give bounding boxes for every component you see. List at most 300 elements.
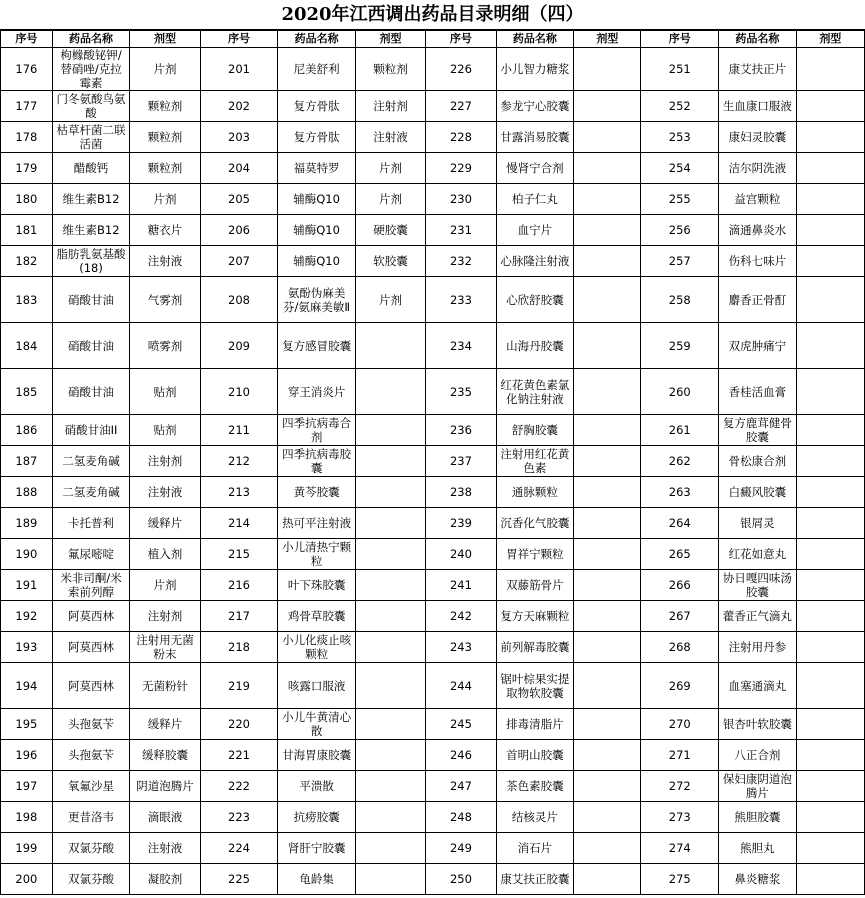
drug-name-cell: 硝酸甘油 bbox=[52, 277, 130, 323]
dosage-form-cell bbox=[574, 570, 641, 601]
dosage-form-cell bbox=[796, 477, 864, 508]
dosage-form-cell: 注射液 bbox=[130, 477, 200, 508]
serial-cell: 206 bbox=[200, 215, 278, 246]
drug-name-cell: 鸡骨草胶囊 bbox=[278, 601, 356, 632]
dosage-form-cell bbox=[574, 246, 641, 277]
serial-cell: 256 bbox=[641, 215, 719, 246]
serial-cell: 251 bbox=[641, 48, 719, 91]
drug-name-cell: 红花如意丸 bbox=[719, 539, 797, 570]
serial-cell: 209 bbox=[200, 323, 278, 369]
serial-cell: 200 bbox=[1, 864, 53, 895]
drug-name-cell: 维生素B12 bbox=[52, 184, 130, 215]
table-row bbox=[1, 833, 865, 864]
drug-name-cell: 双氯芬酸 bbox=[52, 833, 130, 864]
dosage-form-cell: 凝胶剂 bbox=[130, 864, 200, 895]
dosage-form-cell: 注射液 bbox=[130, 246, 200, 277]
drug-name-cell: 小儿化痰止咳颗粒 bbox=[278, 632, 356, 663]
serial-cell: 202 bbox=[200, 91, 278, 122]
serial-cell: 208 bbox=[200, 277, 278, 323]
dosage-form-cell bbox=[796, 184, 864, 215]
table-row bbox=[1, 446, 865, 477]
serial-cell: 228 bbox=[426, 122, 496, 153]
dosage-form-cell: 片剂 bbox=[130, 570, 200, 601]
serial-cell: 219 bbox=[200, 663, 278, 709]
drug-name-cell: 脂肪乳氨基酸(18) bbox=[52, 246, 130, 277]
drug-name-cell: 黄芩胶囊 bbox=[278, 477, 356, 508]
serial-cell: 275 bbox=[641, 864, 719, 895]
table-row bbox=[1, 91, 865, 122]
serial-cell: 268 bbox=[641, 632, 719, 663]
drug-name-cell: 硝酸甘油II bbox=[52, 415, 130, 446]
drug-name-cell: 更昔洛韦 bbox=[52, 802, 130, 833]
dosage-form-cell: 注射剂 bbox=[130, 446, 200, 477]
serial-cell: 264 bbox=[641, 508, 719, 539]
drug-name-cell: 穿王消炎片 bbox=[278, 369, 356, 415]
column-header: 药品名称 bbox=[496, 31, 574, 48]
table-row bbox=[1, 153, 865, 184]
dosage-form-cell: 软胶囊 bbox=[355, 246, 425, 277]
dosage-form-cell bbox=[355, 663, 425, 709]
serial-cell: 249 bbox=[426, 833, 496, 864]
drug-name-cell: 滴通鼻炎水 bbox=[719, 215, 797, 246]
dosage-form-cell: 缓释胶囊 bbox=[130, 740, 200, 771]
serial-cell: 263 bbox=[641, 477, 719, 508]
dosage-form-cell bbox=[355, 833, 425, 864]
dosage-form-cell bbox=[796, 632, 864, 663]
dosage-form-cell bbox=[796, 740, 864, 771]
serial-cell: 245 bbox=[426, 709, 496, 740]
drug-name-cell: 辅酶Q10 bbox=[278, 184, 356, 215]
dosage-form-cell bbox=[574, 153, 641, 184]
table-row bbox=[1, 246, 865, 277]
dosage-form-cell bbox=[574, 477, 641, 508]
drug-name-cell: 熊胆胶囊 bbox=[719, 802, 797, 833]
drug-name-cell: 硝酸甘油 bbox=[52, 323, 130, 369]
drug-name-cell: 血塞通滴丸 bbox=[719, 663, 797, 709]
drug-name-cell: 叶下珠胶囊 bbox=[278, 570, 356, 601]
drug-name-cell: 康妇灵胶囊 bbox=[719, 122, 797, 153]
serial-cell: 239 bbox=[426, 508, 496, 539]
serial-cell: 195 bbox=[1, 709, 53, 740]
dosage-form-cell bbox=[796, 277, 864, 323]
table-row bbox=[1, 864, 865, 895]
table-row bbox=[1, 709, 865, 740]
dosage-form-cell: 缓释片 bbox=[130, 508, 200, 539]
serial-cell: 181 bbox=[1, 215, 53, 246]
drug-table bbox=[0, 30, 865, 895]
dosage-form-cell: 硬胶囊 bbox=[355, 215, 425, 246]
dosage-form-cell: 气雾剂 bbox=[130, 277, 200, 323]
serial-cell: 214 bbox=[200, 508, 278, 539]
dosage-form-cell bbox=[574, 323, 641, 369]
drug-name-cell: 洁尔阴洗液 bbox=[719, 153, 797, 184]
dosage-form-cell: 片剂 bbox=[130, 184, 200, 215]
column-header: 剂型 bbox=[355, 31, 425, 48]
drug-name-cell: 热可平注射液 bbox=[278, 508, 356, 539]
dosage-form-cell: 片剂 bbox=[355, 153, 425, 184]
serial-cell: 262 bbox=[641, 446, 719, 477]
dosage-form-cell: 无菌粉针 bbox=[130, 663, 200, 709]
dosage-form-cell bbox=[355, 632, 425, 663]
serial-cell: 218 bbox=[200, 632, 278, 663]
drug-name-cell: 白癜风胶囊 bbox=[719, 477, 797, 508]
serial-cell: 197 bbox=[1, 771, 53, 802]
drug-name-cell: 辅酶Q10 bbox=[278, 246, 356, 277]
dosage-form-cell: 注射液 bbox=[355, 122, 425, 153]
dosage-form-cell: 片剂 bbox=[355, 184, 425, 215]
drug-name-cell: 复方骨肽 bbox=[278, 91, 356, 122]
dosage-form-cell bbox=[796, 864, 864, 895]
drug-name-cell: 结核灵片 bbox=[496, 802, 574, 833]
column-header: 序号 bbox=[426, 31, 496, 48]
table-row bbox=[1, 48, 865, 91]
dosage-form-cell bbox=[574, 122, 641, 153]
dosage-form-cell: 颗粒剂 bbox=[130, 153, 200, 184]
serial-cell: 243 bbox=[426, 632, 496, 663]
drug-name-cell: 胃祥宁颗粒 bbox=[496, 539, 574, 570]
dosage-form-cell: 注射用无菌粉末 bbox=[130, 632, 200, 663]
drug-name-cell: 康艾扶正胶囊 bbox=[496, 864, 574, 895]
drug-name-cell: 抗痨胶囊 bbox=[278, 802, 356, 833]
dosage-form-cell bbox=[796, 508, 864, 539]
serial-cell: 247 bbox=[426, 771, 496, 802]
column-header: 药品名称 bbox=[719, 31, 797, 48]
table-row bbox=[1, 601, 865, 632]
drug-name-cell: 消石片 bbox=[496, 833, 574, 864]
serial-cell: 198 bbox=[1, 802, 53, 833]
serial-cell: 215 bbox=[200, 539, 278, 570]
dosage-form-cell bbox=[796, 601, 864, 632]
serial-cell: 188 bbox=[1, 477, 53, 508]
serial-cell: 184 bbox=[1, 323, 53, 369]
dosage-form-cell: 贴剂 bbox=[130, 369, 200, 415]
drug-name-cell: 枯草杆菌二联活菌 bbox=[52, 122, 130, 153]
serial-cell: 271 bbox=[641, 740, 719, 771]
dosage-form-cell bbox=[355, 864, 425, 895]
dosage-form-cell bbox=[355, 446, 425, 477]
drug-name-cell: 伤科七味片 bbox=[719, 246, 797, 277]
serial-cell: 179 bbox=[1, 153, 53, 184]
dosage-form-cell bbox=[355, 369, 425, 415]
serial-cell: 242 bbox=[426, 601, 496, 632]
dosage-form-cell bbox=[355, 601, 425, 632]
drug-name-cell: 复方感冒胶囊 bbox=[278, 323, 356, 369]
table-row bbox=[1, 539, 865, 570]
dosage-form-cell bbox=[355, 570, 425, 601]
dosage-form-cell: 片剂 bbox=[130, 48, 200, 91]
dosage-form-cell bbox=[574, 864, 641, 895]
drug-name-cell: 藿香正气滴丸 bbox=[719, 601, 797, 632]
dosage-form-cell: 阴道泡腾片 bbox=[130, 771, 200, 802]
drug-name-cell: 银杏叶软胶囊 bbox=[719, 709, 797, 740]
drug-name-cell: 二氢麦角碱 bbox=[52, 477, 130, 508]
dosage-form-cell bbox=[574, 508, 641, 539]
serial-cell: 259 bbox=[641, 323, 719, 369]
serial-cell: 187 bbox=[1, 446, 53, 477]
drug-name-cell: 沉香化气胶囊 bbox=[496, 508, 574, 539]
drug-name-cell: 益宫颗粒 bbox=[719, 184, 797, 215]
serial-cell: 226 bbox=[426, 48, 496, 91]
drug-name-cell: 慢肾宁合剂 bbox=[496, 153, 574, 184]
serial-cell: 265 bbox=[641, 539, 719, 570]
dosage-form-cell bbox=[355, 740, 425, 771]
serial-cell: 223 bbox=[200, 802, 278, 833]
drug-name-cell: 氧氟沙星 bbox=[52, 771, 130, 802]
dosage-form-cell: 滴眼液 bbox=[130, 802, 200, 833]
dosage-form-cell bbox=[796, 709, 864, 740]
table-row bbox=[1, 802, 865, 833]
drug-name-cell: 生血康口服液 bbox=[719, 91, 797, 122]
drug-name-cell: 鼻炎糖浆 bbox=[719, 864, 797, 895]
column-header: 序号 bbox=[641, 31, 719, 48]
serial-cell: 235 bbox=[426, 369, 496, 415]
dosage-form-cell: 颗粒剂 bbox=[130, 91, 200, 122]
drug-name-cell: 保妇康阴道泡腾片 bbox=[719, 771, 797, 802]
drug-name-cell: 甘露消易胶囊 bbox=[496, 122, 574, 153]
drug-name-cell: 四季抗病毒合剂 bbox=[278, 415, 356, 446]
drug-name-cell: 双藤筋骨片 bbox=[496, 570, 574, 601]
dosage-form-cell bbox=[574, 632, 641, 663]
table-row bbox=[1, 184, 865, 215]
dosage-form-cell bbox=[355, 709, 425, 740]
header-row bbox=[1, 31, 865, 48]
serial-cell: 216 bbox=[200, 570, 278, 601]
table-row bbox=[1, 122, 865, 153]
drug-name-cell: 尼美舒利 bbox=[278, 48, 356, 91]
serial-cell: 224 bbox=[200, 833, 278, 864]
sheet-title: 2020年江西调出药品目录明细（四） bbox=[0, 0, 865, 30]
drug-name-cell: 四季抗病毒胶囊 bbox=[278, 446, 356, 477]
serial-cell: 250 bbox=[426, 864, 496, 895]
drug-name-cell: 阿莫西林 bbox=[52, 601, 130, 632]
table-row bbox=[1, 415, 865, 446]
table-row bbox=[1, 215, 865, 246]
serial-cell: 244 bbox=[426, 663, 496, 709]
serial-cell: 180 bbox=[1, 184, 53, 215]
dosage-form-cell bbox=[574, 709, 641, 740]
drug-name-cell: 注射用红花黄色素 bbox=[496, 446, 574, 477]
dosage-form-cell: 贴剂 bbox=[130, 415, 200, 446]
drug-name-cell: 茶色素胶囊 bbox=[496, 771, 574, 802]
dosage-form-cell: 缓释片 bbox=[130, 709, 200, 740]
drug-name-cell: 平溃散 bbox=[278, 771, 356, 802]
serial-cell: 194 bbox=[1, 663, 53, 709]
serial-cell: 221 bbox=[200, 740, 278, 771]
dosage-form-cell: 片剂 bbox=[355, 277, 425, 323]
drug-name-cell: 银屑灵 bbox=[719, 508, 797, 539]
drug-name-cell: 熊胆丸 bbox=[719, 833, 797, 864]
dosage-form-cell: 颗粒剂 bbox=[130, 122, 200, 153]
table-row bbox=[1, 663, 865, 709]
serial-cell: 241 bbox=[426, 570, 496, 601]
dosage-form-cell: 植入剂 bbox=[130, 539, 200, 570]
serial-cell: 270 bbox=[641, 709, 719, 740]
dosage-form-cell bbox=[574, 415, 641, 446]
drug-name-cell: 注射用丹参 bbox=[719, 632, 797, 663]
dosage-form-cell bbox=[796, 215, 864, 246]
serial-cell: 238 bbox=[426, 477, 496, 508]
dosage-form-cell bbox=[574, 601, 641, 632]
serial-cell: 274 bbox=[641, 833, 719, 864]
drug-name-cell: 辅酶Q10 bbox=[278, 215, 356, 246]
table-row bbox=[1, 277, 865, 323]
column-header: 序号 bbox=[1, 31, 53, 48]
dosage-form-cell bbox=[796, 323, 864, 369]
drug-name-cell: 山海丹胶囊 bbox=[496, 323, 574, 369]
table-row bbox=[1, 632, 865, 663]
dosage-form-cell: 注射剂 bbox=[130, 601, 200, 632]
column-header: 药品名称 bbox=[278, 31, 356, 48]
serial-cell: 258 bbox=[641, 277, 719, 323]
drug-name-cell: 通脉颗粒 bbox=[496, 477, 574, 508]
serial-cell: 201 bbox=[200, 48, 278, 91]
drug-name-cell: 氟尿嘧啶 bbox=[52, 539, 130, 570]
dosage-form-cell bbox=[355, 415, 425, 446]
serial-cell: 236 bbox=[426, 415, 496, 446]
dosage-form-cell bbox=[574, 771, 641, 802]
serial-cell: 257 bbox=[641, 246, 719, 277]
dosage-form-cell bbox=[796, 153, 864, 184]
table-row bbox=[1, 323, 865, 369]
dosage-form-cell bbox=[796, 663, 864, 709]
drug-name-cell: 首明山胶囊 bbox=[496, 740, 574, 771]
drug-name-cell: 枸橼酸铋钾/替硝唑/克拉霉素 bbox=[52, 48, 130, 91]
serial-cell: 260 bbox=[641, 369, 719, 415]
dosage-form-cell bbox=[796, 802, 864, 833]
drug-name-cell: 维生素B12 bbox=[52, 215, 130, 246]
drug-name-cell: 氨酚伪麻美芬/氨麻美敏Ⅱ bbox=[278, 277, 356, 323]
serial-cell: 185 bbox=[1, 369, 53, 415]
dosage-form-cell: 颗粒剂 bbox=[355, 48, 425, 91]
dosage-form-cell bbox=[355, 323, 425, 369]
serial-cell: 191 bbox=[1, 570, 53, 601]
dosage-form-cell bbox=[796, 771, 864, 802]
dosage-form-cell bbox=[796, 446, 864, 477]
serial-cell: 237 bbox=[426, 446, 496, 477]
drug-name-cell: 头孢氨苄 bbox=[52, 709, 130, 740]
drug-name-cell: 双虎肿痛宁 bbox=[719, 323, 797, 369]
dosage-form-cell bbox=[796, 833, 864, 864]
drug-name-cell: 咳露口服液 bbox=[278, 663, 356, 709]
table-row bbox=[1, 369, 865, 415]
serial-cell: 205 bbox=[200, 184, 278, 215]
drug-name-cell: 血宁片 bbox=[496, 215, 574, 246]
drug-name-cell: 心脉隆注射液 bbox=[496, 246, 574, 277]
serial-cell: 176 bbox=[1, 48, 53, 91]
drug-name-cell: 八正合剂 bbox=[719, 740, 797, 771]
serial-cell: 213 bbox=[200, 477, 278, 508]
dosage-form-cell bbox=[574, 369, 641, 415]
serial-cell: 192 bbox=[1, 601, 53, 632]
serial-cell: 266 bbox=[641, 570, 719, 601]
serial-cell: 240 bbox=[426, 539, 496, 570]
drug-name-cell: 米非司酮/米索前列醇 bbox=[52, 570, 130, 601]
serial-cell: 186 bbox=[1, 415, 53, 446]
dosage-form-cell bbox=[574, 48, 641, 91]
serial-cell: 248 bbox=[426, 802, 496, 833]
serial-cell: 212 bbox=[200, 446, 278, 477]
drug-name-cell: 复方鹿茸健骨胶囊 bbox=[719, 415, 797, 446]
drug-name-cell: 双氯芬酸 bbox=[52, 864, 130, 895]
serial-cell: 246 bbox=[426, 740, 496, 771]
dosage-form-cell bbox=[355, 508, 425, 539]
dosage-form-cell bbox=[355, 477, 425, 508]
drug-name-cell: 前列解毒胶囊 bbox=[496, 632, 574, 663]
serial-cell: 196 bbox=[1, 740, 53, 771]
serial-cell: 269 bbox=[641, 663, 719, 709]
drug-name-cell: 醋酸钙 bbox=[52, 153, 130, 184]
serial-cell: 253 bbox=[641, 122, 719, 153]
table-row bbox=[1, 771, 865, 802]
serial-cell: 190 bbox=[1, 539, 53, 570]
column-header: 剂型 bbox=[796, 31, 864, 48]
serial-cell: 267 bbox=[641, 601, 719, 632]
drug-name-cell: 小儿清热宁颗粒 bbox=[278, 539, 356, 570]
dosage-form-cell bbox=[574, 802, 641, 833]
serial-cell: 183 bbox=[1, 277, 53, 323]
table-row bbox=[1, 477, 865, 508]
dosage-form-cell bbox=[574, 91, 641, 122]
dosage-form-cell bbox=[355, 771, 425, 802]
table-row bbox=[1, 740, 865, 771]
drug-name-cell: 协日嘎四味汤胶囊 bbox=[719, 570, 797, 601]
drug-name-cell: 硝酸甘油 bbox=[52, 369, 130, 415]
serial-cell: 207 bbox=[200, 246, 278, 277]
dosage-form-cell bbox=[796, 415, 864, 446]
drug-name-cell: 排毒清脂片 bbox=[496, 709, 574, 740]
serial-cell: 234 bbox=[426, 323, 496, 369]
dosage-form-cell bbox=[355, 539, 425, 570]
serial-cell: 273 bbox=[641, 802, 719, 833]
serial-cell: 252 bbox=[641, 91, 719, 122]
drug-name-cell: 红花黄色素氯化钠注射液 bbox=[496, 369, 574, 415]
dosage-form-cell bbox=[574, 446, 641, 477]
dosage-form-cell bbox=[796, 246, 864, 277]
serial-cell: 232 bbox=[426, 246, 496, 277]
drug-name-cell: 锯叶棕果实提取物软胶囊 bbox=[496, 663, 574, 709]
serial-cell: 178 bbox=[1, 122, 53, 153]
serial-cell: 231 bbox=[426, 215, 496, 246]
drug-name-cell: 卡托普利 bbox=[52, 508, 130, 539]
drug-name-cell: 头孢氨苄 bbox=[52, 740, 130, 771]
drug-name-cell: 阿莫西林 bbox=[52, 632, 130, 663]
serial-cell: 210 bbox=[200, 369, 278, 415]
drug-name-cell: 小儿牛黄清心散 bbox=[278, 709, 356, 740]
serial-cell: 177 bbox=[1, 91, 53, 122]
drug-name-cell: 门冬氨酸鸟氨酸 bbox=[52, 91, 130, 122]
serial-cell: 261 bbox=[641, 415, 719, 446]
dosage-form-cell bbox=[574, 663, 641, 709]
drug-name-cell: 心欣舒胶囊 bbox=[496, 277, 574, 323]
drug-name-cell: 小儿智力糖浆 bbox=[496, 48, 574, 91]
serial-cell: 217 bbox=[200, 601, 278, 632]
serial-cell: 229 bbox=[426, 153, 496, 184]
dosage-form-cell bbox=[796, 369, 864, 415]
dosage-form-cell: 注射剂 bbox=[355, 91, 425, 122]
drug-name-cell: 二氢麦角碱 bbox=[52, 446, 130, 477]
serial-cell: 254 bbox=[641, 153, 719, 184]
serial-cell: 225 bbox=[200, 864, 278, 895]
dosage-form-cell bbox=[355, 802, 425, 833]
dosage-form-cell: 喷雾剂 bbox=[130, 323, 200, 369]
drug-name-cell: 复方骨肽 bbox=[278, 122, 356, 153]
drug-name-cell: 康艾扶正片 bbox=[719, 48, 797, 91]
serial-cell: 227 bbox=[426, 91, 496, 122]
column-header: 序号 bbox=[200, 31, 278, 48]
drug-name-cell: 肾肝宁胶囊 bbox=[278, 833, 356, 864]
dosage-form-cell bbox=[574, 740, 641, 771]
serial-cell: 182 bbox=[1, 246, 53, 277]
